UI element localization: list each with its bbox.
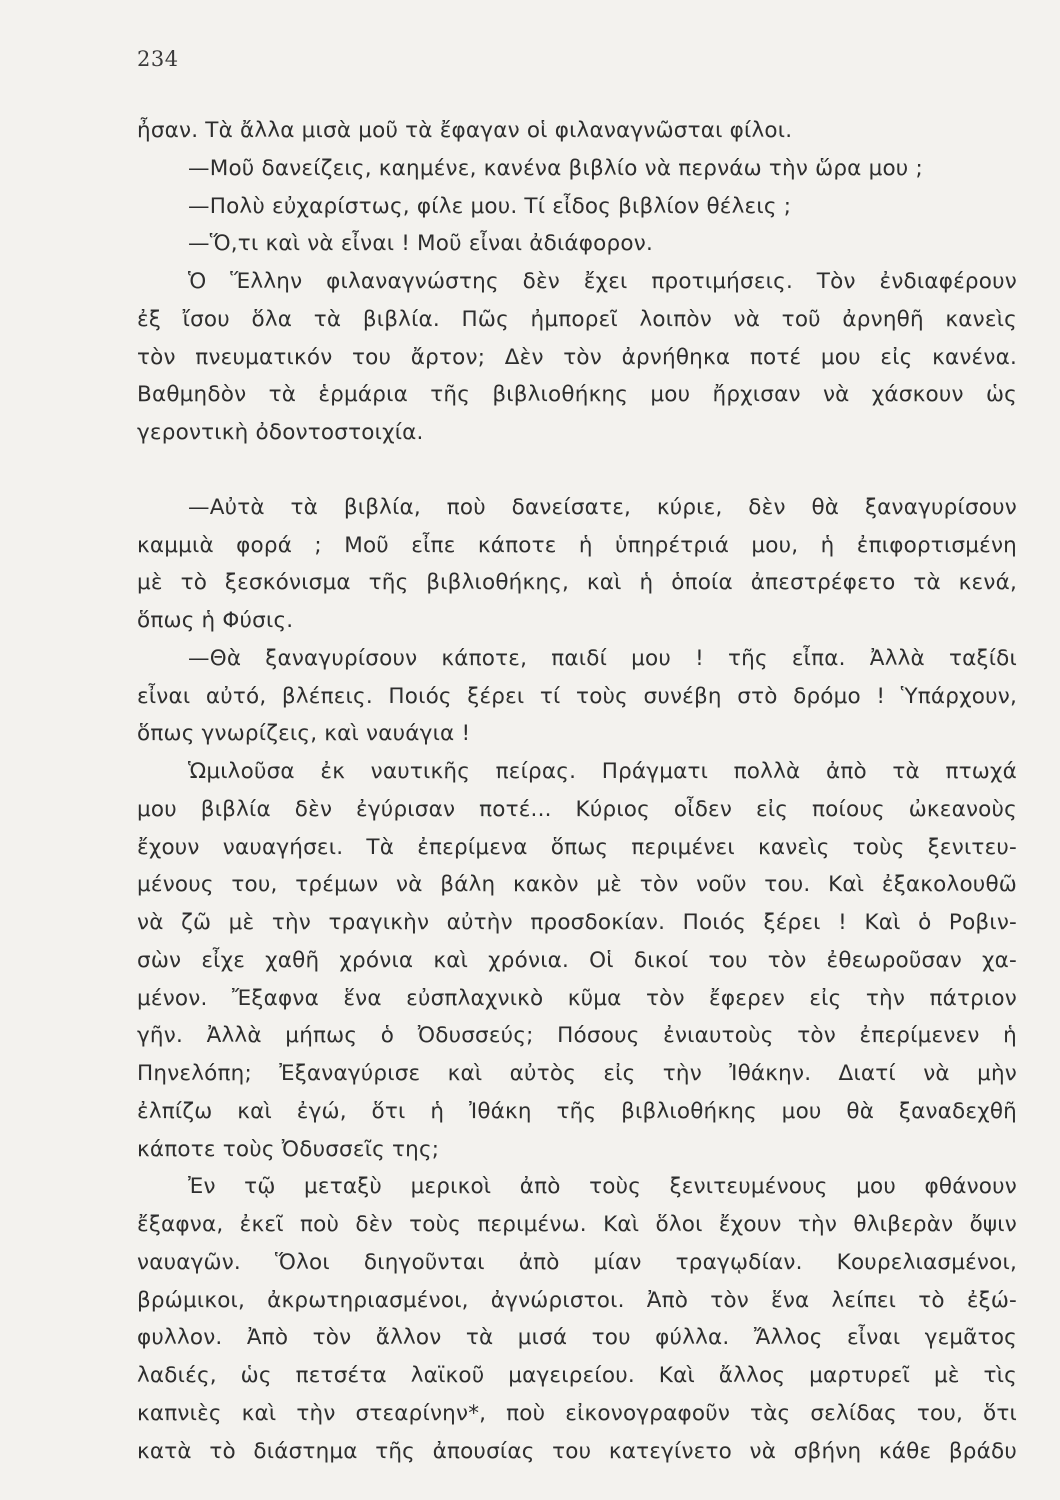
text-line: —Μοῦ δανείζεις, καημένε, κανένα βιβλίο νὰ περνάω τὴν ὥρα μου ; [188,155,923,181]
text-line: καμμιὰ φορά ; Μοῦ εἶπε κάποτε ἡ ὑπηρέτριά μου, ἡ ἐπιφορτισμένη [137,532,1017,558]
text-line: —Πολὺ εὐχαρίστως, φίλε μου. Τί εἶδος βιβλίον θέλεις ; [188,193,792,219]
text-line: γεροντικὴ ὀδοντοστοιχία. [137,420,424,445]
text-line: βρώμικοι, ἀκρωτηριασμένοι, ἀγνώριστοι. Ἀπὸ τὸν ἕνα λείπει τὸ ἐξώ- [137,1287,1017,1313]
text-line: γῆν. Ἀλλὰ μήπως ὁ Ὀδυσσεύς; Πόσους ἐνιαυτοὺς τὸν ἐπερίμενεν ἡ [137,1023,1017,1049]
text-line: τὸν πνευματικόν του ἄρτον; Δὲν τὸν ἀρνήθηκα ποτέ μου εἰς κανένα. [137,344,1017,370]
paragraph-gap [137,452,1017,489]
text-line: κάποτε τοὺς Ὀδυσσεῖς της; [137,1136,440,1162]
text-line: μένους του, τρέμων νὰ βάλη κακὸν μὲ τὸν νοῦν του. Καὶ ἐξακολουθῶ [137,872,1017,898]
text-line: εἶναι αὐτό, βλέπεις. Ποιός ξέρει τί τοὺς συνέβη στὸ δρόμο ! Ὑπάρχουν, [137,683,1017,709]
text-line: —Θὰ ξαναγυρίσουν κάποτε, παιδί μου ! τῆς εἶπα. Ἀλλὰ ταξίδι [188,645,1017,671]
text-line: νὰ ζῶ μὲ τὴν τραγικὴν αὐτὴν προσδοκίαν. Ποιός ξέρει ! Καὶ ὁ Ροβιν- [137,910,1017,935]
text-line: λαδιές, ὡς πετσέτα λαϊκοῦ μαγειρείου. Καὶ ἄλλος μαρτυρεῖ μὲ τὶς [137,1363,1017,1388]
text-line: ἔχουν ναυαγήσει. Τὰ ἐπερίμενα ὅπως περιμένει κανεὶς τοὺς ξενιτευ- [137,834,1017,860]
text-line: ἦσαν. Τὰ ἄλλα μισὰ μοῦ τὰ ἔφαγαν οἱ φιλαναγνῶσται φίλοι. [137,118,793,143]
text-line: μὲ τὸ ξεσκόνισμα τῆς βιβλιοθήκης, καὶ ἡ ὁποία ἀπεστρέφετο τὰ κενά, [137,570,1017,596]
text-line: Ἐν τῷ μεταξὺ μερικοὶ ἀπὸ τοὺς ξενιτευμένους μου φθάνουν [188,1174,1017,1200]
text-line: ὅπως γνωρίζεις, καὶ ναυάγια ! [137,721,471,747]
text-line: Βαθμηδὸν τὰ ἑρμάρια τῆς βιβλιοθήκης μου ἤρχισαν νὰ χάσκουν ὡς [137,382,1017,408]
text-line: ἔξαφνα, ἐκεῖ ποὺ δὲν τοὺς περιμένω. Καὶ ὅλοι ἔχουν τὴν θλιβερὰν ὄψιν [137,1212,1017,1237]
text-line: κατὰ τὸ διάστημα τῆς ἀπουσίας του κατεγίνετο νὰ σβήνη κάθε βράδυ [137,1438,1017,1464]
text-line: Ὡμιλοῦσα ἐκ ναυτικῆς πείρας. Πράγματι πολλὰ ἀπὸ τὰ πτωχά [188,759,1017,784]
text-line: ναυαγῶν. Ὅλοι διηγοῦνται ἀπὸ μίαν τραγῳδίαν. Κουρελιασμένοι, [137,1249,1017,1275]
text-line: καπνιὲς καὶ τὴν στεαρίνην*, ποὺ εἰκονογραφοῦν τὰς σελίδας του, ὅτι [137,1400,1017,1426]
text-line: —Αὐτὰ τὰ βιβλία, ποὺ δανείσατε, κύριε, δὲν θὰ ξαναγυρίσουν [188,494,1017,520]
text-line: Ὁ Ἕλλην φιλαναγνώστης δὲν ἔχει προτιμήσεις. Τὸν ἐνδιαφέρουν [188,269,1017,294]
text-line: μένον. Ἔξαφνα ἕνα εὐσπλαχνικὸ κῦμα τὸν ἔφερεν εἰς τὴν πάτριον [137,985,1017,1011]
text-line: μου βιβλία δὲν ἐγύρισαν ποτέ... Κύριος οἶδεν εἰς ποίους ὠκεανοὺς [137,796,1017,822]
text-line: —Ὅ,τι καὶ νὰ εἶναι ! Μοῦ εἶναι ἀδιάφορον. [188,231,653,257]
text-line: φυλλον. Ἀπὸ τὸν ἄλλον τὰ μισά του φύλλα. Ἄλλος εἶναι γεμᾶτος [137,1325,1017,1351]
body-text [137,112,1017,1470]
text-line: σὼν εἶχε χαθῆ χρόνια καὶ χρόνια. Οἱ δικοί του τὸν ἐθεωροῦσαν χα- [137,947,1017,973]
page-number: 234 [137,47,179,71]
text-line: Πηνελόπη; Ἐξαναγύρισε καὶ αὐτὸς εἰς τὴν Ἰθάκην. Διατί νὰ μὴν [137,1061,1017,1086]
text-line: ἐξ ἴσου ὅλα τὰ βιβλία. Πῶς ἠμπορεῖ λοιπὸν νὰ τοῦ ἀρνηθῆ κανεὶς [137,306,1017,332]
text-line: ὅπως ἡ Φύσις. [137,608,294,633]
text-line: ἐλπίζω καὶ ἐγώ, ὅτι ἡ Ἰθάκη τῆς βιβλιοθήκης μου θὰ ξαναδεχθῆ [137,1098,1017,1124]
